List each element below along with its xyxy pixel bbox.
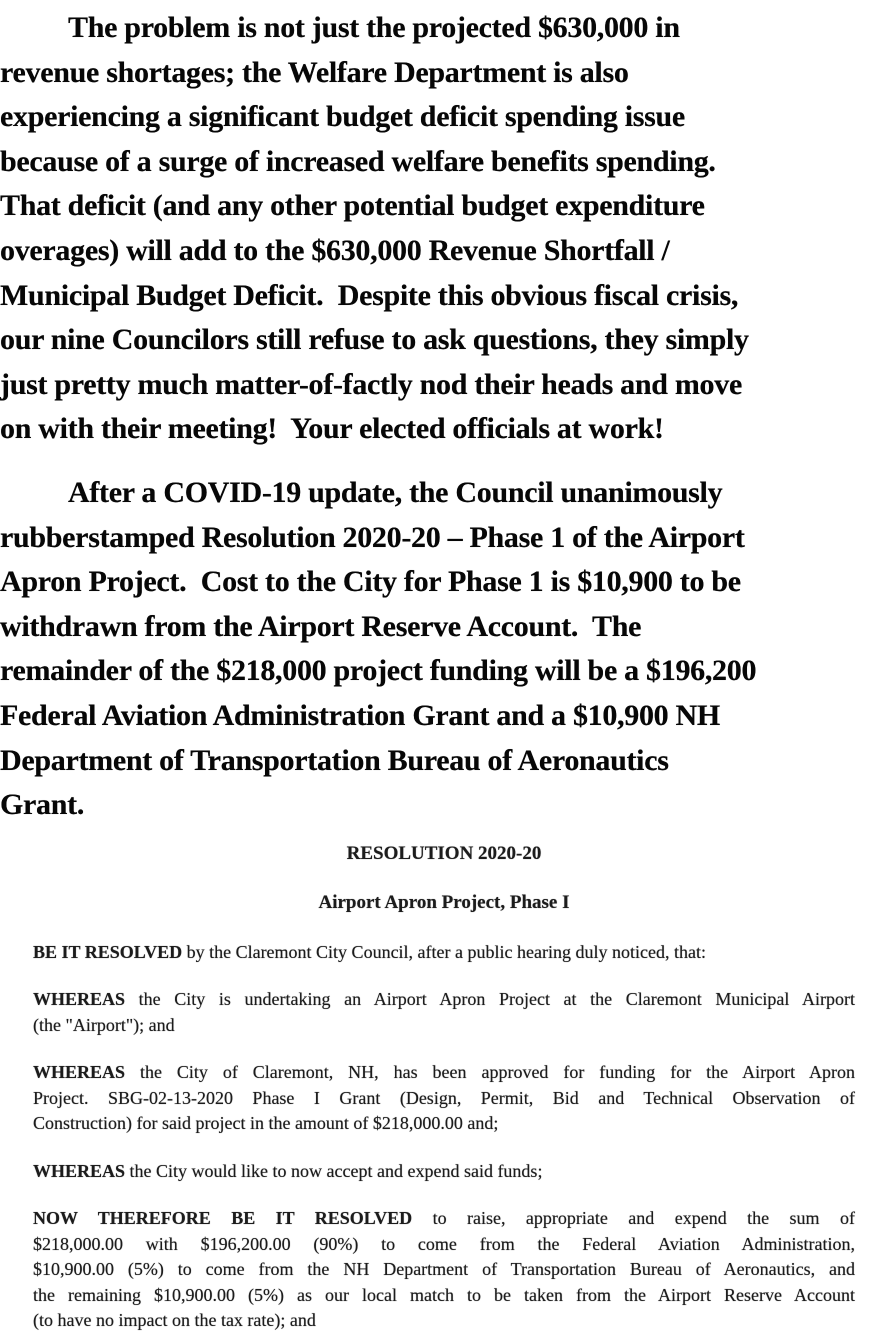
clause-keyword: WHEREAS: [33, 1160, 126, 1181]
resolution-clause-be-it-resolved: [33, 940, 855, 966]
text-line: Federal Aviation Administration Grant and a $10,900 NH: [0, 698, 720, 732]
resolution-clause-now-therefore: [33, 1206, 855, 1332]
text-line: $218,000.00 with $196,200.00 (90%) to come from the Federal Aviation Administration,: [33, 1233, 855, 1254]
text-line: Department of Transportation Bureau of Aeronautics: [0, 743, 669, 777]
resolution-clause-whereas-2: [33, 1060, 855, 1137]
resolution-subtitle: Airport Apron Project, Phase I: [318, 892, 570, 914]
text-line: (to have no impact on the tax rate); and: [33, 1310, 316, 1331]
text-line: After a COVID-19 update, the Council unanimously: [68, 475, 723, 509]
clause-keyword: WHEREAS: [33, 989, 126, 1010]
text-line: remainder of the $218,000 project funding will be a $196,200: [0, 654, 757, 688]
resolution-title: RESOLUTION 2020-20: [346, 842, 542, 864]
clause-keyword: WHEREAS: [33, 1062, 126, 1083]
text-line: rubberstamped Resolution 2020-20 – Phase 1 of the Airport: [0, 520, 745, 554]
text-line: on with their meeting! Your elected officials at work!: [0, 412, 664, 446]
clause-keyword: NOW THEREFORE BE IT RESOLVED: [33, 1208, 413, 1229]
text-line: Grant.: [0, 788, 85, 822]
text-line: revenue shortages; the Welfare Department is also: [0, 55, 629, 89]
text-line: WHEREAS the City of Claremont, NH, has been approved for funding for the Airport Apron: [33, 1062, 855, 1083]
text-line: Apron Project. Cost to the City for Phase 1 is $10,900 to be: [0, 565, 741, 599]
text-line: That deficit (and any other potential budget expenditure: [0, 189, 705, 223]
text-line: NOW THEREFORE BE IT RESOLVED to raise, appropriate and expend the sum of: [33, 1208, 855, 1229]
text-line: Construction) for said project in the amount of $218,000.00 and;: [33, 1113, 499, 1134]
text-line: Project. SBG-02-13-2020 Phase I Grant (Design, Permit, Bid and Technical Observation of: [33, 1087, 855, 1108]
text-line: WHEREAS the City would like to now accept and expend said funds;: [33, 1160, 543, 1181]
text-line: BE IT RESOLVED by the Claremont City Council, after a public hearing duly noticed, that:: [33, 941, 706, 962]
text-line: The problem is not just the projected $630,000 in: [68, 11, 680, 44]
resolution-section: [0, 841, 880, 1332]
clause-keyword: BE IT RESOLVED: [33, 941, 183, 962]
body-paragraph-1: [0, 6, 880, 452]
text-line: Municipal Budget Deficit. Despite this obvious fiscal crisis,: [0, 278, 739, 312]
text-line: experiencing a significant budget deficit spending issue: [0, 100, 685, 134]
resolution-clause-whereas-3: [33, 1159, 855, 1185]
text-line: because of a surge of increased welfare benefits spending.: [0, 144, 716, 178]
text-line: $10,900.00 (5%) to come from the NH Department of Transportation Bureau of Aeronautics, and: [33, 1259, 855, 1280]
text-line: just pretty much matter-of-factly nod their heads and move: [0, 367, 742, 401]
text-line: overages) will add to the $630,000 Revenue Shortfall /: [0, 233, 670, 267]
text-line: our nine Councilors still refuse to ask questions, they simply: [0, 323, 749, 357]
body-paragraph-2: [0, 471, 880, 828]
text-line: withdrawn from the Airport Reserve Account. The: [0, 609, 642, 643]
resolution-clause-whereas-1: [33, 987, 855, 1038]
text-line: the remaining $10,900.00 (5%) as our local match to be taken from the Airport Reserve Account: [33, 1284, 855, 1305]
text-line: WHEREAS the City is undertaking an Airport Apron Project at the Claremont Municipal Airport: [33, 989, 855, 1010]
text-line: (the "Airport"); and: [33, 1014, 175, 1035]
